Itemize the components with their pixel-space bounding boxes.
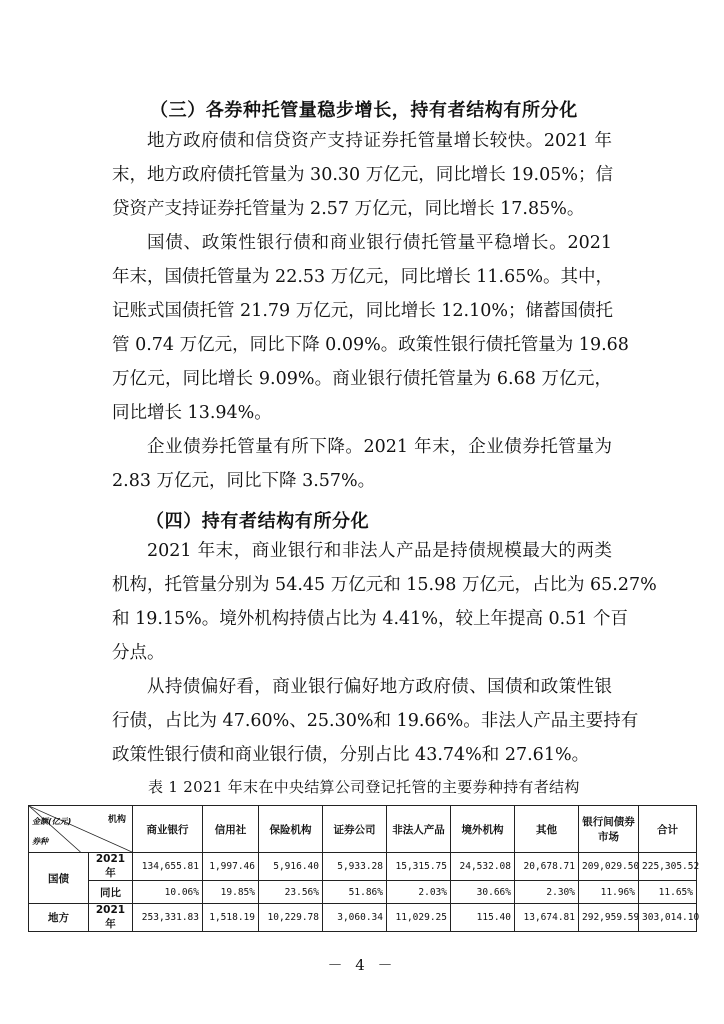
paragraph-treasury-bonds <box>112 226 629 430</box>
column-header: 非法人产品 <box>387 806 451 853</box>
table-cell: 5,933.28 <box>323 853 387 881</box>
corner-header-cell <box>29 806 133 853</box>
row-sublabel: 同比 <box>89 881 133 904</box>
text-line: 贷资产支持证券托管量为 2.57 万亿元，同比增长 17.85%。 <box>112 199 585 219</box>
corner-label-institution: 机构 <box>107 815 126 825</box>
text-line: 年末，国债托管量为 22.53 万亿元，同比增长 11.65%。其中， <box>112 267 614 287</box>
text-line: 万亿元，同比增长 9.09%。商业银行债托管量为 6.68 万亿元， <box>112 369 612 389</box>
section-heading-4: （四）持有者结构有所分化 <box>146 511 370 532</box>
table-cell: 292,959.59 <box>579 904 639 932</box>
text-line: 和 19.15%。境外机构持债占比为 4.41%，较上年提高 0.51 个百 <box>112 609 629 629</box>
text-line: 行债，占比为 47.60%、25.30%和 19.66%。非法人产品主要持有 <box>112 711 639 731</box>
text-line: 国债、政策性银行债和商业银行债托管量平稳增长。2021 <box>147 233 612 253</box>
holdings-table <box>28 805 700 932</box>
text-line: 末，地方政府债托管量为 30.30 万亿元，同比增长 19.05%；信 <box>112 165 614 185</box>
section-heading-3: （三）各券种托管量稳步增长，持有者结构有所分化 <box>150 100 578 121</box>
text-line: 记账式国债托管 21.79 万亿元，同比增长 12.10%；储蓄国债托 <box>112 301 614 321</box>
table-cell: 24,532.08 <box>451 853 515 881</box>
row-label-local: 地方 <box>29 904 89 932</box>
table-cell: 11.96% <box>579 881 639 904</box>
column-header: 其他 <box>515 806 579 853</box>
paragraph-holding-preference <box>112 670 639 772</box>
table-cell: 134,655.81 <box>133 853 203 881</box>
table-cell: 10.06% <box>133 881 203 904</box>
text-line: 从持债偏好看，商业银行偏好地方政府债、国债和政策性银 <box>147 677 612 697</box>
paragraph-local-gov-bonds <box>112 124 612 226</box>
table-cell: 11.65% <box>639 881 697 904</box>
column-header: 保险机构 <box>259 806 323 853</box>
paragraph-holder-structure <box>112 534 657 670</box>
table-row <box>29 881 697 904</box>
table-caption: 表 1 2021 年末在中央结算公司登记托管的主要券种持有者结构 <box>148 778 580 796</box>
table-cell: 10,229.78 <box>259 904 323 932</box>
paragraph-enterprise-bonds <box>112 430 612 498</box>
column-header: 合计 <box>639 806 697 853</box>
table-cell: 3,060.34 <box>323 904 387 932</box>
table-cell: 225,305.52 <box>639 853 697 881</box>
text-line: 地方政府债和信贷资产支持证券托管量增长较快。2021 年 <box>147 131 612 151</box>
table-cell: 1,997.46 <box>203 853 259 881</box>
table-cell: 5,916.40 <box>259 853 323 881</box>
table-cell: 11,029.25 <box>387 904 451 932</box>
table-cell: 15,315.75 <box>387 853 451 881</box>
table-cell: 2.03% <box>387 881 451 904</box>
text-line: 2.83 万亿元，同比下降 3.57%。 <box>112 471 376 491</box>
table-row <box>29 904 697 932</box>
column-header: 商业银行 <box>133 806 203 853</box>
text-line: 政策性银行债和商业银行债，分别占比 43.74%和 27.61%。 <box>112 745 590 765</box>
table-cell: 1,518.19 <box>203 904 259 932</box>
text-line: 分点。 <box>112 643 165 663</box>
row-sublabel: 2021 年 <box>89 904 133 932</box>
row-label-treasury: 国债 <box>29 853 89 904</box>
page-number: － 4 － <box>327 956 397 974</box>
table-cell: 209,029.50 <box>579 853 639 881</box>
column-header: 银行间债券市场 <box>579 806 639 853</box>
column-header: 信用社 <box>203 806 259 853</box>
text-line: 企业债券托管量有所下降。2021 年末，企业债券托管量为 <box>147 437 612 457</box>
corner-label-bond-type: 券种 <box>32 837 48 846</box>
table-cell: 13,674.81 <box>515 904 579 932</box>
table-cell: 23.56% <box>259 881 323 904</box>
text-line: 2021 年末，商业银行和非法人产品是持债规模最大的两类 <box>147 541 612 561</box>
table-cell: 30.66% <box>451 881 515 904</box>
text-line: 同比增长 13.94%。 <box>112 403 272 423</box>
table-header-row <box>29 806 697 853</box>
table-cell: 303,014.10 <box>639 904 697 932</box>
text-line: 机构，托管量分别为 54.45 万亿元和 15.98 万亿元，占比为 65.27% <box>112 575 657 595</box>
table-row <box>29 853 697 881</box>
table-cell: 19.85% <box>203 881 259 904</box>
table-cell: 253,331.83 <box>133 904 203 932</box>
column-header: 证券公司 <box>323 806 387 853</box>
table-cell: 20,678.71 <box>515 853 579 881</box>
text-line: 管 0.74 万亿元，同比下降 0.09%。政策性银行债托管量为 19.68 <box>112 335 629 355</box>
table-cell: 2.30% <box>515 881 579 904</box>
corner-label-amount: 金额(亿元) <box>32 817 72 826</box>
column-header: 境外机构 <box>451 806 515 853</box>
table-cell: 51.86% <box>323 881 387 904</box>
table-cell: 115.40 <box>451 904 515 932</box>
row-sublabel: 2021 年 <box>89 853 133 881</box>
